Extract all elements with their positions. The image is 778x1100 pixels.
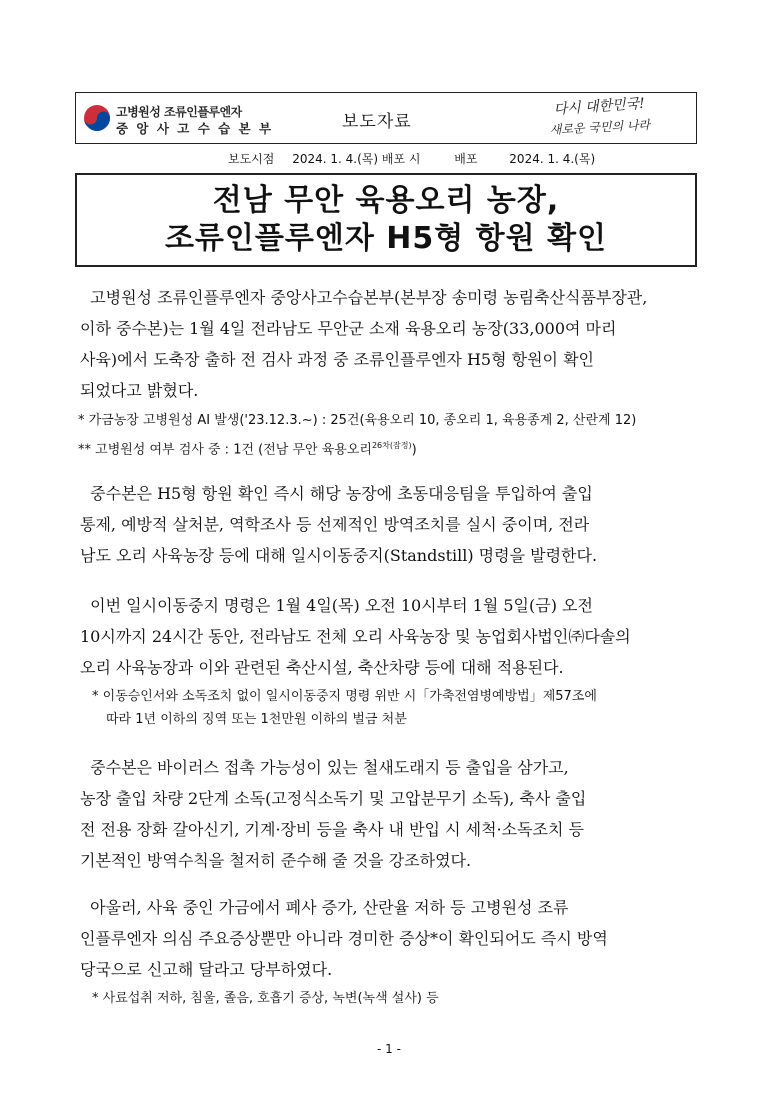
paragraph-1	[80, 282, 710, 406]
footnote-penalty: * 이동승인서와 소독조치 없이 일시이동중지 명령 위반 시「가축전염병예방법」제57조에	[92, 689, 597, 704]
taegeuk-emblem-icon	[82, 103, 112, 133]
footnote-outbreak-count: * 가금농장 고병원성 AI 발생('23.12.3.~) : 25건(육용오리 10, 종오리 1, 육용종계 2, 산란계 12)	[78, 413, 637, 428]
paragraph-line: 중수본은 H5형 항원 확인 즉시 해당 농장에 초동대응팀을 투입하여 출입	[80, 484, 593, 503]
paragraph-line: 10시까지 24시간 동안, 전라남도 전체 오리 사육농장 및 농업회사법인㈜다솔의	[80, 627, 631, 646]
footnote-pending-text: ** 고병원성 여부 검사 중 : 1건 (전남 무안 육용오리	[78, 442, 372, 458]
paragraph-5	[80, 892, 710, 985]
paragraph-line: 전 전용 장화 갈아신기, 기계·장비 등을 축사 내 반입 시 세척·소독조치 등	[80, 820, 584, 839]
paragraph-line: 인플루엔자 의심 주요증상뿐만 아니라 경미한 증상*이 확인되어도 즉시 방역	[80, 929, 608, 948]
paragraph-line: 아울러, 사육 중인 가금에서 폐사 증가, 산란율 저하 등 고병원성 조류	[80, 898, 569, 917]
footnote-penalty-cont: 따라 1년 이하의 징역 또는 1천만원 이하의 벌금 처분	[106, 712, 407, 727]
press-release-label: 보도자료	[342, 112, 412, 132]
slogan-line1: 다시 대한민국!	[553, 96, 646, 118]
header-box	[75, 92, 697, 144]
org-name-line2: 중 앙 사 고 수 습 본 부	[116, 121, 274, 136]
paragraph-3	[80, 590, 710, 683]
release-time-label: 보도시점	[228, 152, 275, 166]
footnote-pending-test	[78, 435, 417, 461]
paragraph-line: 중수본은 바이러스 접촉 가능성이 있는 철새도래지 등 출입을 삼가고,	[80, 758, 569, 777]
footnote-pending-end: )	[411, 442, 417, 458]
page-number: - 1 -	[377, 1042, 401, 1056]
paragraph-line: 오리 사육농장과 이와 관련된 축산시설, 축산차량 등에 대해 적용된다.	[80, 658, 564, 677]
paragraph-line: 고병원성 조류인플루엔자 중앙사고수습본부(본부장 송미령 농림축산식품부장관,	[80, 288, 648, 307]
org-logo	[82, 101, 272, 137]
slogan-calligraphy	[546, 96, 691, 140]
headline-line1: 전남 무안 육용오리 농장,	[212, 183, 560, 218]
slogan-line2: 새로운 국민의 나라	[549, 117, 651, 137]
footnote-symptoms: * 사료섭취 저하, 침울, 졸음, 호흡기 증상, 녹변(녹색 설사) 등	[92, 991, 439, 1006]
paragraph-line: 되었다고 밝혔다.	[80, 381, 199, 400]
footnote-pending-sup: 26차(잠정)	[371, 441, 412, 450]
paragraph-line: 기본적인 방역수칙을 철저히 준수해 줄 것을 강조하였다.	[80, 851, 472, 870]
distribution-label: 배포	[454, 152, 478, 166]
release-time-value: 2024. 1. 4.(목) 배포 시	[292, 152, 421, 166]
org-name-line1: 고병원성 조류인플루엔자	[116, 105, 242, 119]
release-info	[228, 150, 595, 167]
headline-box	[75, 173, 697, 267]
headline-line2: 조류인플루엔자 H5형 항원 확인	[164, 221, 608, 256]
paragraph-line: 이하 중수본)는 1월 4일 전라남도 무안군 소재 육용오리 농장(33,000여 마리	[80, 319, 617, 338]
paragraph-2	[80, 478, 710, 571]
paragraph-line: 농장 출입 차량 2단계 소독(고정식소독기 및 고압분무기 소독), 축사 출입	[80, 789, 587, 808]
paragraph-line: 이번 일시이동중지 명령은 1월 4일(목) 오전 10시부터 1월 5일(금) 오전	[80, 596, 593, 615]
paragraph-4	[80, 752, 710, 876]
paragraph-line: 통제, 예방적 살처분, 역학조사 등 선제적인 방역조치를 실시 중이며, 전라	[80, 515, 590, 534]
paragraph-line: 남도 오리 사육농장 등에 대해 일시이동중지(Standstill) 명령을 발령한다.	[80, 546, 598, 565]
paragraph-line: 당국으로 신고해 달라고 당부하였다.	[80, 960, 333, 979]
distribution-value: 2024. 1. 4.(목)	[509, 152, 596, 166]
paragraph-line: 사육)에서 도축장 출하 전 검사 과정 중 조류인플루엔자 H5형 항원이 확인	[80, 350, 595, 369]
